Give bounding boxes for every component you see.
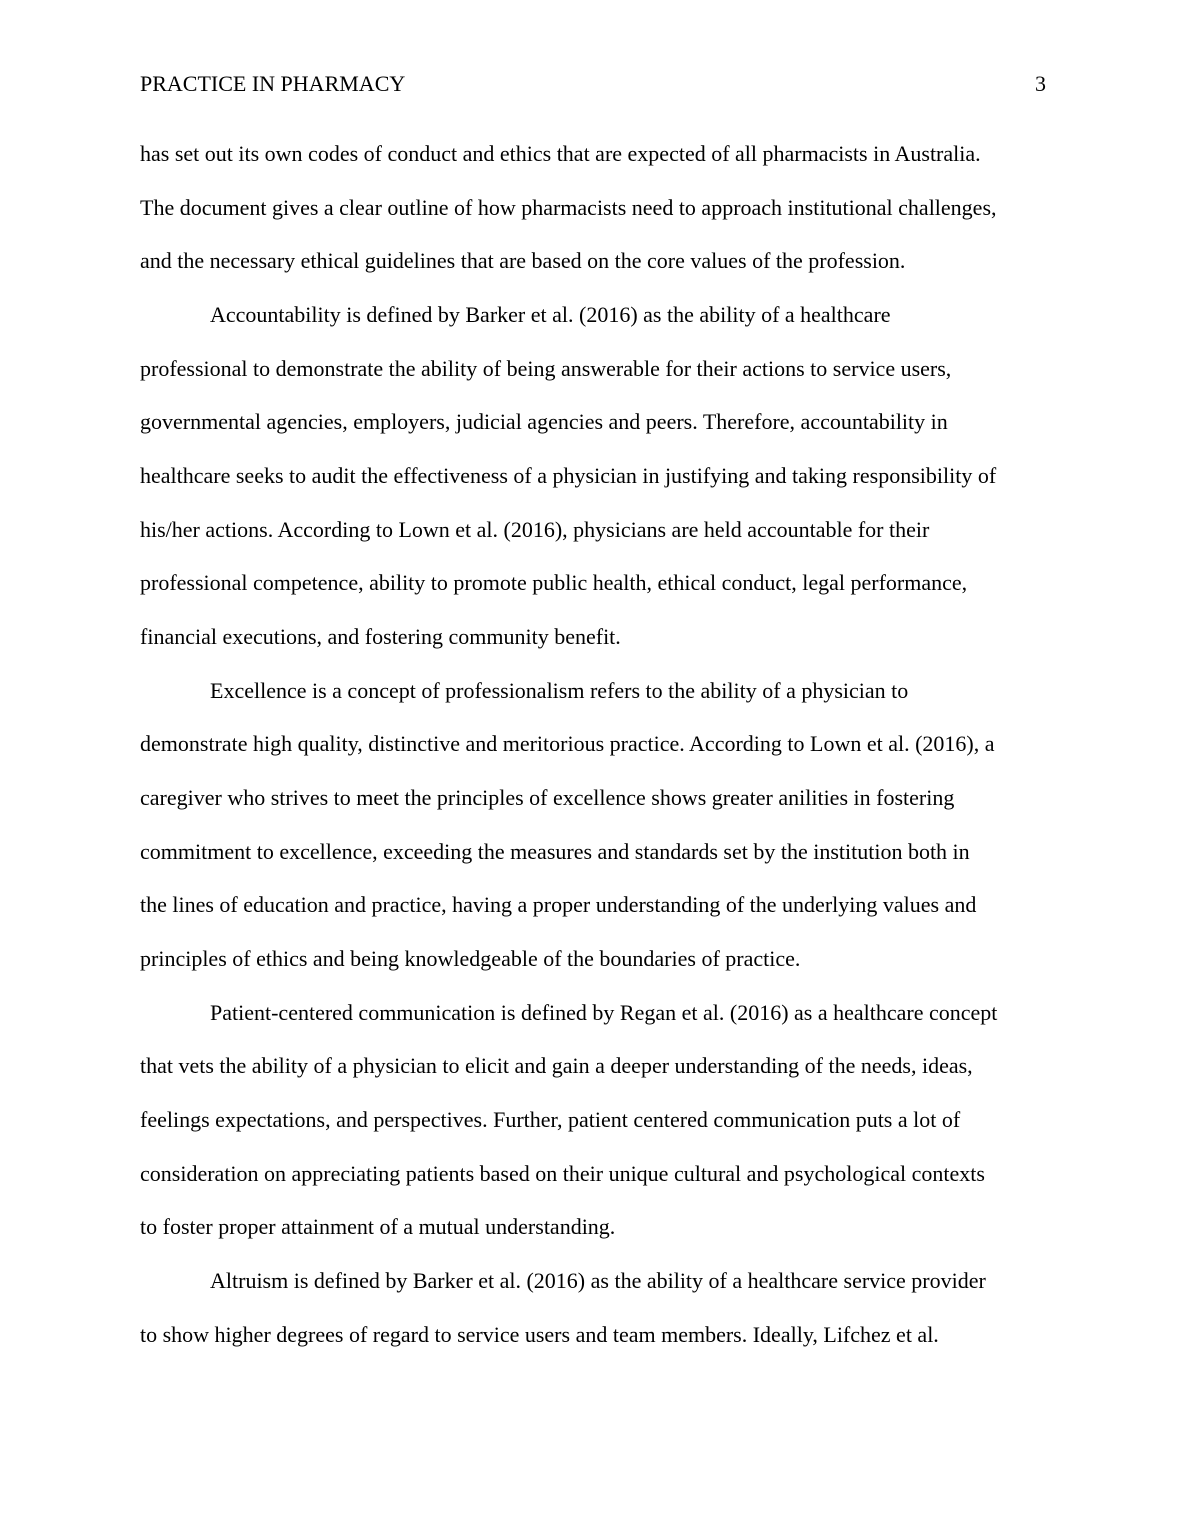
text-line: principles of ethics and being knowledgeable of the boundaries of practice. [140,946,801,972]
text-line: to show higher degrees of regard to service users and team members. Ideally, Lifchez et al. [140,1321,939,1347]
text-line: commitment to excellence, exceeding the measures and standards set by the institution both in [140,838,970,864]
text-line: financial executions, and fostering community benefit. [140,624,621,650]
running-head: PRACTICE IN PHARMACY [140,71,406,96]
text-line: caregiver who strives to meet the principles of excellence shows greater anilities in fostering [140,785,955,811]
paragraph [140,664,1060,986]
text-line: Accountability is defined by Barker et al. (2016) as the ability of a healthcare [210,302,891,328]
text-line: demonstrate high quality, distinctive and meritorious practice. According to Lown et al. (2016), a [140,731,995,757]
text-line: that vets the ability of a physician to elicit and gain a deeper understanding of the needs, ideas, [140,1053,973,1079]
text-line: his/her actions. According to Lown et al. (2016), physicians are held accountable for their [140,516,930,542]
text-line: Altruism is defined by Barker et al. (2016) as the ability of a healthcare service provider [210,1268,986,1294]
text-line: consideration on appreciating patients based on their unique cultural and psychological contexts [140,1160,985,1186]
text-line: governmental agencies, employers, judicial agencies and peers. Therefore, accountability in [140,409,948,435]
paragraph [140,288,1060,664]
text-line: and the necessary ethical guidelines that are based on the core values of the profession. [140,248,906,274]
paragraph [140,127,1060,288]
page-header [140,70,1046,98]
text-line: Patient-centered communication is defined by Regan et al. (2016) as a healthcare concept [210,999,998,1025]
text-line: the lines of education and practice, having a proper understanding of the underlying values and [140,892,977,918]
text-line: healthcare seeks to audit the effectiveness of a physician in justifying and taking responsibility of [140,463,997,489]
text-line: The document gives a clear outline of how pharmacists need to approach institutional challenges, [140,194,997,220]
document-body [140,127,1060,1361]
text-line: to foster proper attainment of a mutual understanding. [140,1214,616,1240]
text-line: feelings expectations, and perspectives. Further, patient centered communication puts a lot of [140,1107,961,1133]
paragraph [140,1254,1060,1361]
text-line: professional competence, ability to promote public health, ethical conduct, legal performance, [140,570,968,596]
text-line: has set out its own codes of conduct and ethics that are expected of all pharmacists in Australia. [140,141,981,166]
text-line: professional to demonstrate the ability of being answerable for their actions to service users, [140,355,952,381]
page-number: 3 [1035,71,1046,96]
paragraph [140,986,1060,1254]
text-line: Excellence is a concept of professionalism refers to the ability of a physician to [210,677,909,703]
